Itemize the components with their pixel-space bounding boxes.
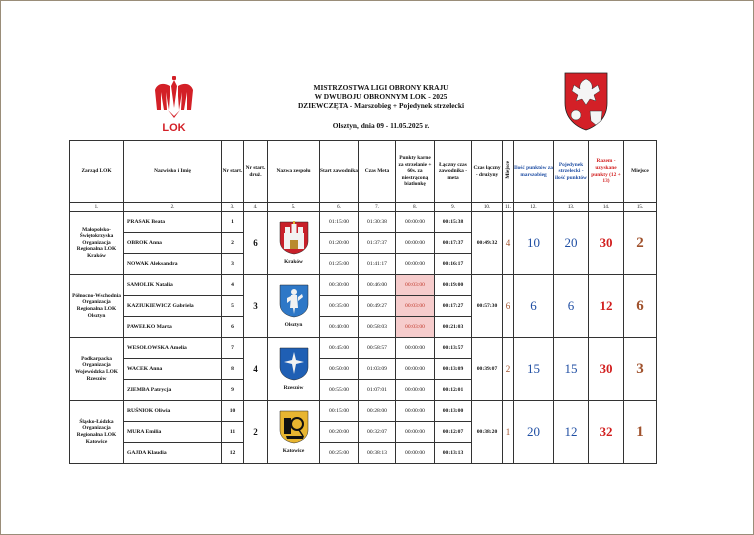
start-number: 10 xyxy=(222,401,244,422)
competitor-name: PAWEŁKO Marta xyxy=(124,317,222,338)
total-time: 00:16:17 xyxy=(435,254,472,275)
points-run: 10 xyxy=(514,212,554,275)
finish-time: 01:07:01 xyxy=(359,380,396,401)
start-number: 8 xyxy=(222,359,244,380)
total-time: 00:17:37 xyxy=(435,233,472,254)
team-crest-cell xyxy=(268,401,320,464)
points-run: 6 xyxy=(514,275,554,338)
penalty-time: 00:00:00 xyxy=(396,254,435,275)
column-number: 5. xyxy=(268,203,320,212)
penalty-time: 00:00:00 xyxy=(396,233,435,254)
finish-time: 01:03:09 xyxy=(359,359,396,380)
total-time: 00:12:07 xyxy=(435,422,472,443)
competitor-name: WACEK Anna xyxy=(124,359,222,380)
col-header-name: Nazwisko i Imię xyxy=(124,141,222,203)
points-run: 20 xyxy=(514,401,554,464)
start-number: 7 xyxy=(222,338,244,359)
team-crest-cell xyxy=(268,338,320,401)
club-name: Północno-Wschodnia Organizacja Regionalna LOK Olsztyn xyxy=(70,275,124,338)
final-place: 6 xyxy=(624,275,657,338)
col-header-team-no: Nr start. druż. xyxy=(244,141,268,203)
total-time: 00:13:00 xyxy=(435,401,472,422)
final-place: 3 xyxy=(624,338,657,401)
points-run: 15 xyxy=(514,338,554,401)
header-line-3: DZIEWCZĘTA - Marszobieg + Pojedynek strzelecki xyxy=(297,101,465,110)
table-row xyxy=(70,338,657,359)
lok-eagle-logo-icon xyxy=(153,74,195,134)
column-number: 14. xyxy=(589,203,624,212)
competitor-name: RUŚNIOK Oliwia xyxy=(124,401,222,422)
finish-time: 01:30:38 xyxy=(359,212,396,233)
header-line-1: MISTRZOSTWA LIGI OBRONY KRAJU xyxy=(313,83,449,92)
competitor-name: KAZIUKIEWICZ Gabriela xyxy=(124,296,222,317)
finish-time: 00:58:57 xyxy=(359,338,396,359)
col-header-club: Zarząd LOK xyxy=(70,141,124,203)
team-number: 2 xyxy=(244,401,268,464)
column-number: 4. xyxy=(244,203,268,212)
points-shoot: 20 xyxy=(554,212,589,275)
competitor-name: ZIEMBA Patrycja xyxy=(124,380,222,401)
col-header-pts-shoot: Pojedynek strzelecki - ilość punktów xyxy=(554,141,589,203)
finish-time: 00:32:07 xyxy=(359,422,396,443)
team-number: 3 xyxy=(244,275,268,338)
points-shoot: 6 xyxy=(554,275,589,338)
col-header-team-time: Czas łączny - drużyny xyxy=(472,141,503,203)
column-number: 3. xyxy=(222,203,244,212)
col-header-total-pts: Razem - uzyskane punkty (12 + 13) xyxy=(589,141,624,203)
final-place: 2 xyxy=(624,212,657,275)
start-time: 00:40:00 xyxy=(320,317,359,338)
total-points: 30 xyxy=(589,338,624,401)
total-time: 00:13:13 xyxy=(435,443,472,464)
team-time: 00:39:07 xyxy=(472,338,503,401)
start-number: 6 xyxy=(222,317,244,338)
column-number: 1. xyxy=(70,203,124,212)
competitor-name: GAJDA Klaudia xyxy=(124,443,222,464)
column-number: 13. xyxy=(554,203,589,212)
start-time: 00:35:00 xyxy=(320,296,359,317)
start-time: 00:15:00 xyxy=(320,401,359,422)
rzeszow-coat-of-arms-icon xyxy=(279,347,309,381)
col-header-pts-run: Ilość punktów za marszobieg xyxy=(514,141,554,203)
competitor-name: SAMOLIK Natalia xyxy=(124,275,222,296)
start-number: 4 xyxy=(222,275,244,296)
start-number: 11 xyxy=(222,422,244,443)
start-time: 00:50:00 xyxy=(320,359,359,380)
finish-time: 00:58:03 xyxy=(359,317,396,338)
col-header-place: Miejsce xyxy=(624,141,657,203)
place-run: 4 xyxy=(503,212,514,275)
place-run: 1 xyxy=(503,401,514,464)
penalty-time: 00:00:00 xyxy=(396,443,435,464)
column-number: 12. xyxy=(514,203,554,212)
column-number: 9. xyxy=(435,203,472,212)
team-number: 4 xyxy=(244,338,268,401)
total-time: 00:17:27 xyxy=(435,296,472,317)
team-number: 6 xyxy=(244,212,268,275)
competitor-name: NOWAK Aleksandra xyxy=(124,254,222,275)
start-number: 5 xyxy=(222,296,244,317)
competitor-name: MURA Emilia xyxy=(124,422,222,443)
col-header-finish-time: Czas Meta xyxy=(359,141,396,203)
col-header-start-time: Start zawodnika xyxy=(320,141,359,203)
total-time: 00:19:00 xyxy=(435,275,472,296)
penalty-time: 00:03:00 xyxy=(396,317,435,338)
column-number: 15. xyxy=(624,203,657,212)
team-name: Kraków xyxy=(284,259,303,265)
team-time: 00:38:20 xyxy=(472,401,503,464)
col-header-total-time: Łączny czas zawodnika - meta xyxy=(435,141,472,203)
start-time: 01:25:00 xyxy=(320,254,359,275)
competitor-name: WESOŁOWSKA Amelia xyxy=(124,338,222,359)
team-time: 00:57:30 xyxy=(472,275,503,338)
column-number: 10. xyxy=(472,203,503,212)
team-crest-cell xyxy=(268,212,320,275)
team-name: Katowice xyxy=(282,448,305,454)
team-name: Rzeszów xyxy=(283,385,304,391)
start-time: 00:20:00 xyxy=(320,422,359,443)
col-header-team-name: Nazwa zespołu xyxy=(268,141,320,203)
header-line-2: W DWUBOJU OBRONNYM LOK - 2025 xyxy=(314,92,448,101)
finish-time: 00:38:13 xyxy=(359,443,396,464)
points-shoot: 15 xyxy=(554,338,589,401)
krakow-coat-of-arms-icon xyxy=(279,221,309,255)
total-time: 00:12:01 xyxy=(435,380,472,401)
final-place: 1 xyxy=(624,401,657,464)
date-place: Olsztyn, dnia 09 - 11.05.2025 r. xyxy=(332,121,430,130)
penalty-time: 00:00:00 xyxy=(396,422,435,443)
table-row xyxy=(70,212,657,233)
club-name: Małopolsko-Świętokrzyska Organizacja Regionalna LOK Kraków xyxy=(70,212,124,275)
olsztyn-coat-of-arms-icon xyxy=(279,284,309,318)
column-number-row xyxy=(70,203,657,212)
finish-time: 01:41:17 xyxy=(359,254,396,275)
column-number: 11. xyxy=(503,203,514,212)
table-row xyxy=(70,401,657,422)
team-crest-cell xyxy=(268,275,320,338)
finish-time: 00:49:27 xyxy=(359,296,396,317)
total-points: 32 xyxy=(589,401,624,464)
finish-time: 01:37:37 xyxy=(359,233,396,254)
team-name: Olsztyn xyxy=(284,322,303,328)
penalty-time: 00:03:00 xyxy=(396,296,435,317)
total-time: 00:21:03 xyxy=(435,317,472,338)
club-name: Śląsko-Łódzka Organizacja Regionalna LOK Katowice xyxy=(70,401,124,464)
column-number: 6. xyxy=(320,203,359,212)
competitor-name: PRASAK Beata xyxy=(124,212,222,233)
penalty-time: 00:00:00 xyxy=(396,401,435,422)
start-number: 12 xyxy=(222,443,244,464)
start-time: 01:20:00 xyxy=(320,233,359,254)
total-points: 12 xyxy=(589,275,624,338)
results-table xyxy=(69,140,657,464)
column-number: 8. xyxy=(396,203,435,212)
document-header xyxy=(231,83,531,110)
finish-time: 00:28:00 xyxy=(359,401,396,422)
column-number: 2. xyxy=(124,203,222,212)
katowice-coat-of-arms-icon xyxy=(279,410,309,444)
place-run: 6 xyxy=(503,275,514,338)
start-number: 3 xyxy=(222,254,244,275)
start-number: 2 xyxy=(222,233,244,254)
col-header-start-no: Nr start. xyxy=(222,141,244,203)
team-time: 00:49:32 xyxy=(472,212,503,275)
col-header-penalty: Punkty karne za strzelanie + 60s. za niestrąconą biatlonkę xyxy=(396,141,435,203)
penalty-time: 00:00:00 xyxy=(396,359,435,380)
start-number: 1 xyxy=(222,212,244,233)
penalty-time: 00:00:00 xyxy=(396,212,435,233)
finish-time: 00:46:00 xyxy=(359,275,396,296)
penalty-time: 00:03:00 xyxy=(396,275,435,296)
warmia-masuria-coat-of-arms-icon xyxy=(563,71,609,131)
place-run: 2 xyxy=(503,338,514,401)
points-shoot: 12 xyxy=(554,401,589,464)
lok-logo-text: LOK xyxy=(162,122,186,134)
start-number: 9 xyxy=(222,380,244,401)
col-header-place-run: Miejsce xyxy=(503,141,514,203)
column-number: 7. xyxy=(359,203,396,212)
start-time: 00:55:00 xyxy=(320,380,359,401)
start-time: 00:45:00 xyxy=(320,338,359,359)
competitor-name: OBROK Anna xyxy=(124,233,222,254)
total-points: 30 xyxy=(589,212,624,275)
club-name: Podkarpacka Organizacja Wojewódzka LOK Rzeszów xyxy=(70,338,124,401)
start-time: 00:25:00 xyxy=(320,443,359,464)
table-row xyxy=(70,275,657,296)
start-time: 01:15:00 xyxy=(320,212,359,233)
table-header-row xyxy=(70,141,657,203)
total-time: 00:13:09 xyxy=(435,359,472,380)
total-time: 00:13:57 xyxy=(435,338,472,359)
penalty-time: 00:00:00 xyxy=(396,380,435,401)
start-time: 00:30:00 xyxy=(320,275,359,296)
penalty-time: 00:00:00 xyxy=(396,338,435,359)
total-time: 00:15:38 xyxy=(435,212,472,233)
